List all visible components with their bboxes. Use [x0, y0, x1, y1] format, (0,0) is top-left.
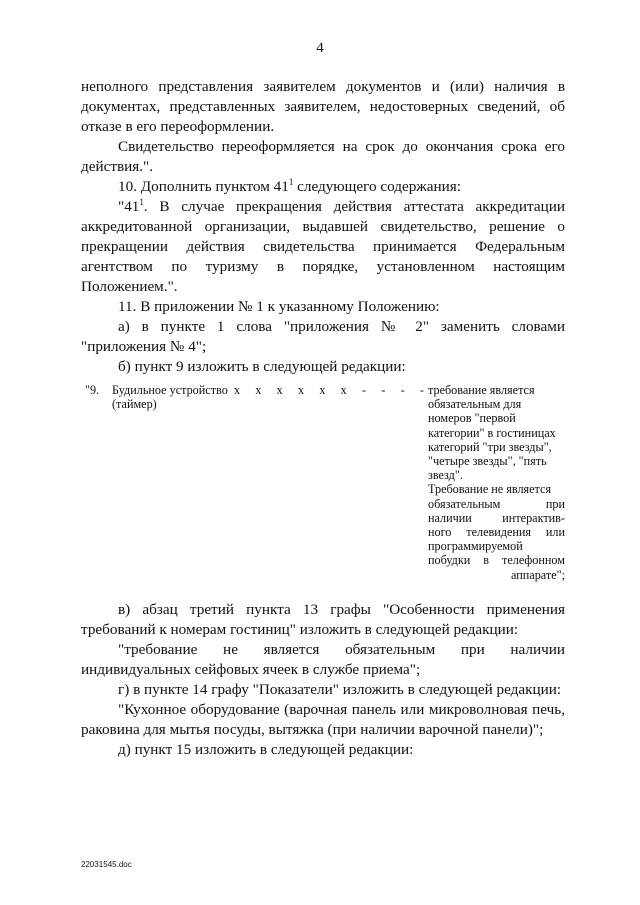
file-name-footer: 22031545.doc	[81, 860, 132, 869]
table-category-marks	[231, 383, 424, 397]
requirement-line: обязательным при	[428, 496, 565, 511]
category-mark: x	[319, 383, 326, 397]
item-10-text-sup: 1	[139, 196, 144, 207]
item-11g-text: "Кухонное оборудование (варочная панель или микроволновая печь, раковина для мытья посуды, вытяжка (при наличии варочной панели)";	[81, 701, 565, 738]
table-requirement-text	[428, 383, 565, 582]
paragraph-continuation: неполного представления заявителем документов и (или) наличия в документах, представленных заявителем, недостоверных сведений, об отказе в его переоформлении.	[81, 78, 565, 135]
category-mark: x	[340, 383, 347, 397]
category-mark: x	[276, 383, 283, 397]
item-11v: в) абзац третий пункта 13 графы "Особенности применения требований к номерам гостиниц" изложить в следующей редакции:	[81, 601, 565, 638]
paragraph-certificate-term: Свидетельство переоформляется на срок до окончания срока его действия.".	[81, 138, 565, 175]
category-mark: x	[297, 383, 305, 397]
category-mark: -	[419, 383, 424, 397]
category-mark: x	[255, 383, 262, 397]
requirement-line: программируемой	[428, 539, 523, 554]
item-10-prefix: 10. Дополнить пунктом 41	[118, 178, 289, 195]
item-11d: д) пункт 15 изложить в следующей редакции:	[118, 741, 414, 758]
document-body	[81, 77, 565, 760]
item-11-heading: 11. В приложении № 1 к указанному Положению:	[118, 298, 440, 315]
category-mark: -	[361, 383, 367, 397]
item-11b: б) пункт 9 изложить в следующей редакции:	[118, 358, 406, 375]
table-row-name: Будильное устройство (таймер)	[112, 383, 228, 412]
requirement-line: аппарате";	[511, 567, 565, 582]
item-11v-text: "требование не является обязательным при наличии индивидуальных сейфовых ячеек в службе приема";	[81, 641, 565, 678]
inserted-table-row	[81, 383, 565, 587]
item-11a: а) в пункте 1 слова "приложения № 2" заменить словами "приложения № 4";	[81, 318, 565, 355]
requirement-line: Требование не является	[428, 482, 552, 497]
item-10-text-prefix: "41	[118, 198, 140, 215]
requirement-line: побудки в телефонном	[428, 553, 565, 568]
item-10-text-suffix: . В случае прекращения действия аттестата аккредитации аккредитованной организации, выдавшей свидетельство, решение о прекращении действия свидетельства принимается Федеральным агентством по туризму в порядке, установленном настоящим Положением.".	[81, 198, 565, 295]
requirement-line: требование является обязательным для номеров "первой категории" в гостиницах категорий "три звезды", "четыре звезды", "пять звезд".	[428, 383, 556, 483]
item-10-text	[81, 197, 565, 297]
requirement-line: ного телевидения или	[428, 525, 565, 540]
table-row-number: "9.	[85, 383, 100, 397]
category-mark: -	[400, 383, 405, 397]
item-10-heading	[81, 177, 565, 197]
page-number: 4	[316, 40, 324, 56]
item-11g: г) в пункте 14 графу "Показатели" изложить в следующей редакции:	[118, 681, 562, 698]
category-mark: -	[381, 383, 386, 397]
requirement-line: наличии интерактив-	[428, 510, 565, 525]
category-mark: x	[234, 383, 241, 397]
item-10-suffix: следующего содержания:	[293, 178, 461, 195]
item-10-sup: 1	[288, 176, 294, 187]
